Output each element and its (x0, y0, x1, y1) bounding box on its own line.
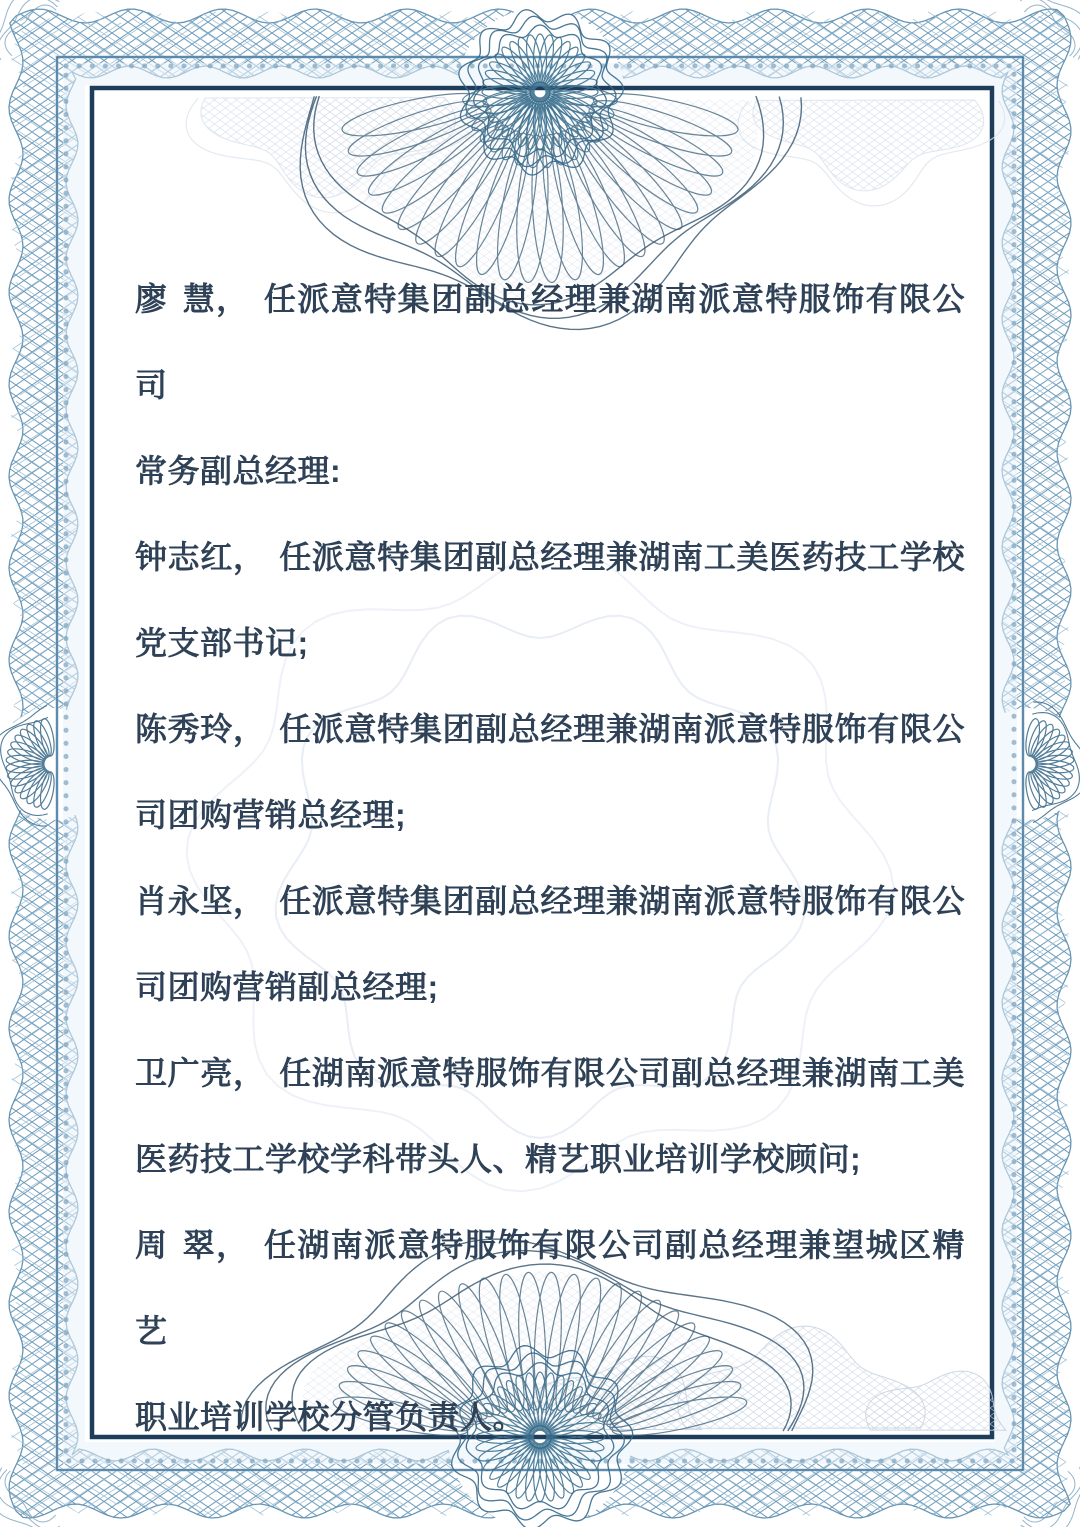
appointment-line: 司团购营销总经理; (135, 797, 407, 833)
appointment-line: 党支部书记; (135, 625, 309, 661)
appointment-line: 医药技工学校学科带头人、精艺职业培训学校顾问; (135, 1141, 862, 1177)
appointment-line: 常务副总经理: (135, 453, 342, 489)
appointment-line: 职业培训学校分管负责人。 (135, 1399, 526, 1435)
appointment-line: 卫广亮， 任湖南派意特服饰有限公司副总经理兼湖南工美 (135, 1055, 965, 1091)
appointment-line: 周 翠， 任湖南派意特服饰有限公司副总经理兼望城区精艺 (135, 1227, 965, 1349)
appointment-line: 陈秀玲， 任派意特集团副总经理兼湖南派意特服饰有限公 (135, 711, 965, 747)
appointment-line: 肖永坚， 任派意特集团副总经理兼湖南派意特服饰有限公 (135, 883, 965, 919)
appointment-line: 廖 慧， 任派意特集团副总经理兼湖南派意特服饰有限公司 (135, 281, 965, 403)
appointment-line: 司团购营销副总经理; (135, 969, 439, 1005)
appointment-line: 钟志红， 任派意特集团副总经理兼湖南工美医药技工学校 (135, 539, 965, 575)
appointment-list (135, 256, 965, 1460)
